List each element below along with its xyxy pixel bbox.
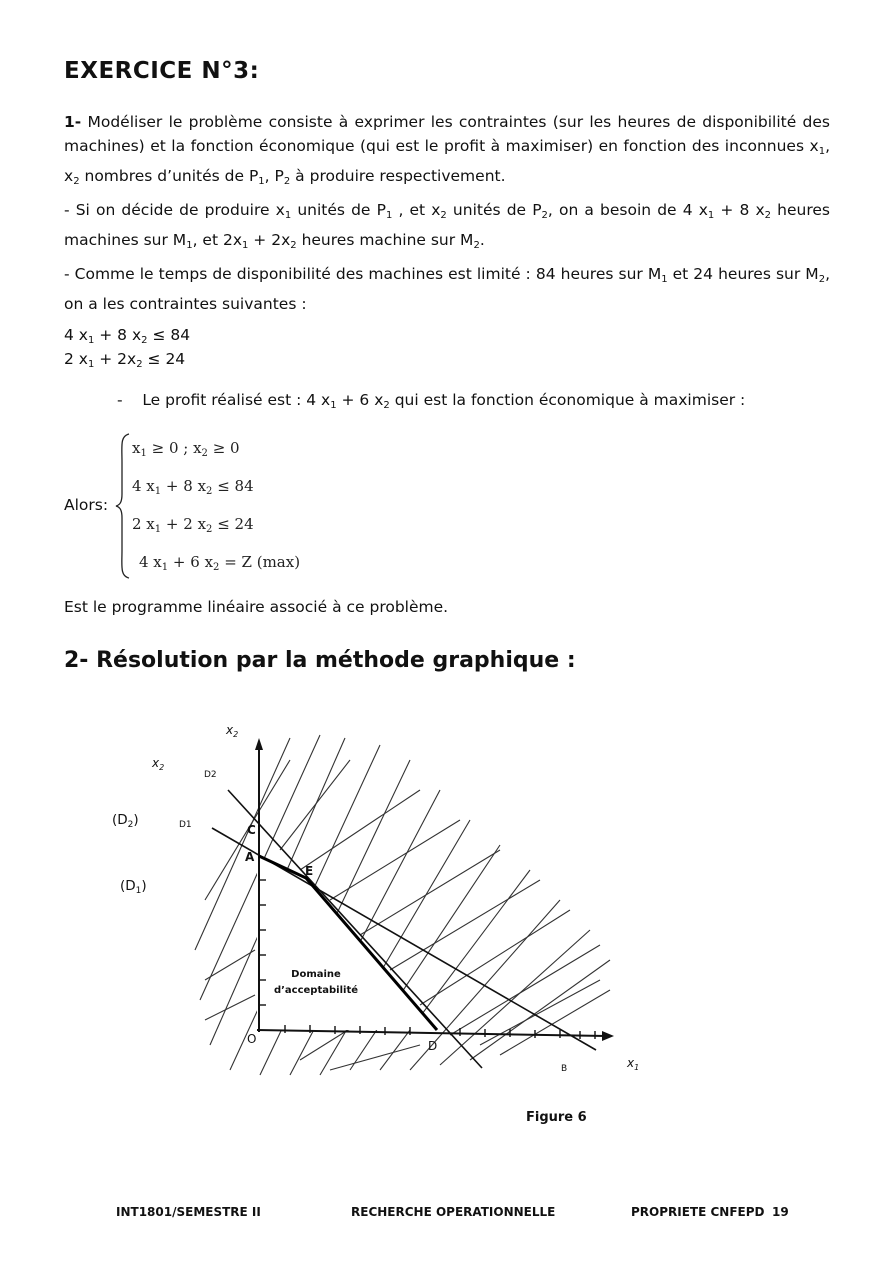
system-row-4: 4 $x_1 + 6$ $x_2 = Z$ (max) <box>139 553 301 573</box>
point-d-label: D <box>428 1039 438 1053</box>
system-row-2: 4 $x_1 + 8$ $x_2 \le 84$ <box>132 477 254 497</box>
x2-arrow <box>255 738 263 750</box>
d2-small-label: D2 <box>204 770 217 780</box>
figure-caption: Figure 6 <box>526 1110 587 1125</box>
footer-subject: RECHERCHE OPERATIONNELLE <box>351 1205 556 1219</box>
axis-ticks <box>259 880 595 1039</box>
footer-course: INT1801/SEMESTRE II <box>116 1205 261 1219</box>
point-a-label: A <box>245 850 255 864</box>
system-label: Alors: <box>64 496 109 514</box>
profit-line: - Le profit réalisé est : 4 $x_1 + 6$ $x_2$ qui est la fonction économique à maximiser : <box>117 391 746 411</box>
x1-axis-label: $x_1$ <box>627 1056 640 1072</box>
point-e-label: E <box>305 864 314 878</box>
point-c-label: C <box>247 823 256 837</box>
system-row-1: $x_1 \ge 0$ ; $x_2 \ge 0$ <box>132 439 240 459</box>
paragraph-production: - Si on décide de produire $x_1$ unités de $P_1$ , et $x_2$ unités de $P_2$, on a besoin de 4 $x_1 + 8$ $x_2$ heures machines sur $M_1$, et $2x_1 + 2x_2$ heures machine sur $M_2$. <box>64 201 830 251</box>
system-row-3: 2 $x_1 + 2$ $x_2 \le 24$ <box>132 515 254 535</box>
x2-axis-label-top: $x_2$ <box>226 723 239 739</box>
paragraph-contraintes: - Comme le temps de disponibilité des machines est limité : 84 heures sur $M_1$ et 24 heures sur $M_2$, on a les contraintes suivantes : <box>64 265 830 313</box>
conclusion-text: Est le programme linéaire associé à ce problème. <box>64 598 449 616</box>
constraint-1: 4 $x_1 + 8$ $x_2 \le 84$ <box>64 326 191 346</box>
constraint-2: 2 $x_1 + 2x_2 \le 24$ <box>64 350 186 370</box>
footer-owner: PROPRIETE CNFEPD <box>631 1205 765 1219</box>
footer-page-number: 19 <box>772 1205 789 1219</box>
paragraph-modelisation: 1- Modéliser le problème consiste à exprimer les contraintes (sur les heures de disponibilité des machines) et la fonction économique (qui est le profit à maximiser) en fonction des inconnues $x_1$, $x_2$ nombres d’unités de $P_1$, $P_2$ à produire respectivement. <box>64 113 830 187</box>
x2-axis-label-left: $x_2$ <box>152 756 165 772</box>
d1-small-label: D1 <box>179 820 192 830</box>
d1-label: $(D_1)$ <box>120 878 147 896</box>
exercise-title: EXERCICE N°3: <box>64 58 260 84</box>
point-o-label: O <box>247 1032 257 1046</box>
domain-label: Domaine d’acceptabilité <box>273 969 359 996</box>
d2-label: $(D_2)$ <box>112 812 139 830</box>
point-b-label: B <box>561 1064 568 1074</box>
x1-arrow <box>602 1031 614 1041</box>
section-2-title: 2- Résolution par la méthode graphique : <box>64 648 576 673</box>
hatching <box>195 735 610 1075</box>
